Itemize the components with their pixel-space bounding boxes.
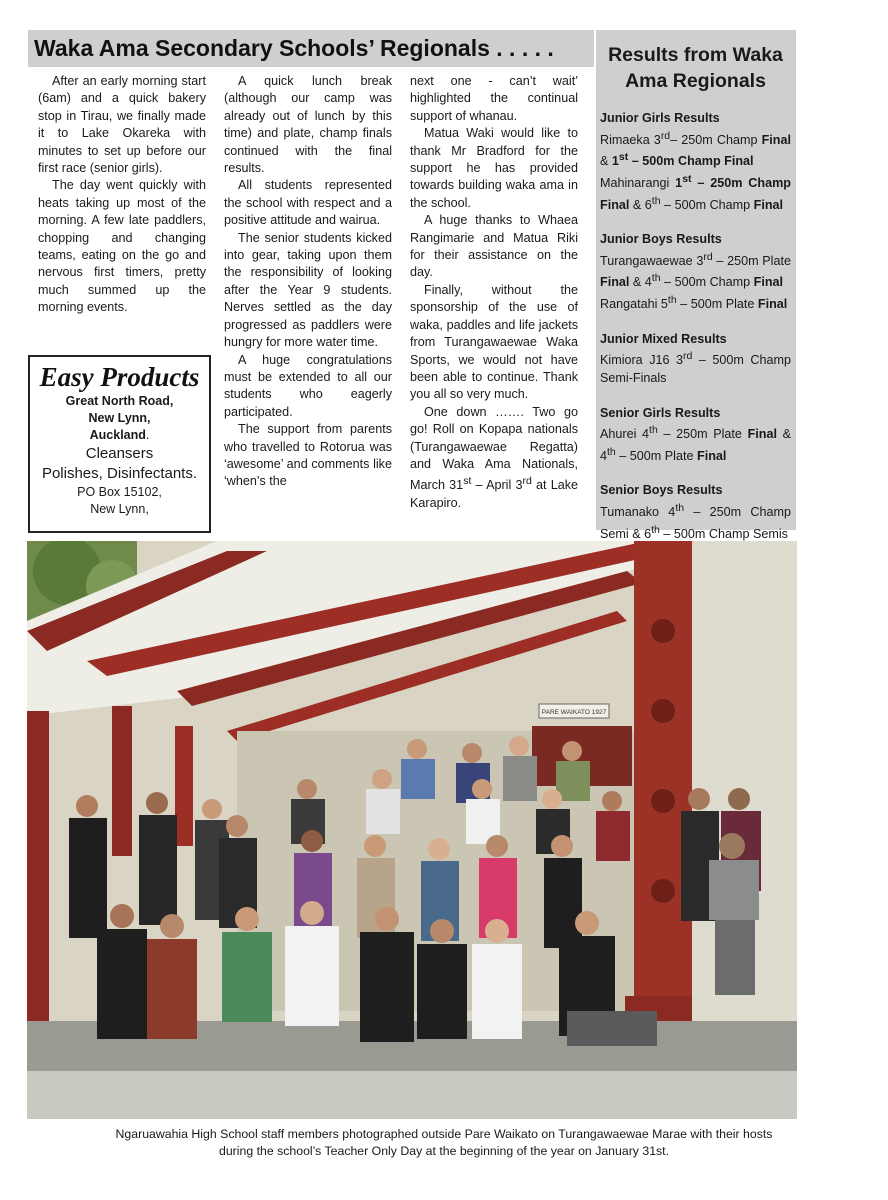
ad-title: Easy Products <box>39 362 200 392</box>
article-paragraph: The senior students kicked into gear, taking upon them the responsibility of looking after the Year 9 students. Nerves settled as the day progressed as paddlers were hungry for more water time. <box>224 230 392 350</box>
headline-bar <box>28 30 594 67</box>
marae-group-illustration <box>27 541 797 1119</box>
article-paragraph: The support from parents who travelled to Rotorua was ‘awesome’ and comments like ‘when’s the <box>224 422 392 489</box>
article-paragraph: A quick lunch break (although our camp was already out of lunch by this time) and plate, champ finals continued with the final results. <box>224 74 392 176</box>
article-paragraph-continued: next one - can’t wait’ highlighted the continual support of whanau. <box>410 74 578 123</box>
ad-product-line: Cleansers <box>85 445 154 462</box>
result-line: Ahurei 4th – 250m Plate Final & 4th – 500m Plate Final <box>600 424 791 463</box>
article-column-2 <box>224 73 392 491</box>
photo-caption <box>40 1126 848 1160</box>
result-line: Tumanako 4th – 250m Champ Semi & 6th – 500m Champ Semis <box>600 501 791 541</box>
result-line: Kimiora J16 3rd – 500m Champ Semi-Finals <box>600 350 791 385</box>
article-paragraph: All students represented the school with respect and a positive attitude and wairua. <box>224 178 392 228</box>
article-paragraph: A huge thanks to Whaea Rangimarie and Matua Riki for their assistance on the day. <box>410 213 578 280</box>
results-heading: Junior Mixed Results <box>600 331 727 346</box>
result-line: Rimaeka 3rd– 250m Champ Final & 1st – 500m Champ Final <box>600 129 791 169</box>
result-line: Rangatahi 5th – 500m Plate Final <box>600 294 788 312</box>
result-line: Mahinarangi 1st – 250m Champ Final & 6th – 500m Champ Final <box>600 172 791 212</box>
article-paragraph: The day went quickly with heats taking up most of the morning. A few late paddlers, chopping and changing teams, eating on the go and nervous first timers, pretty much summed up the morning events. <box>38 178 206 315</box>
article-paragraph: Finally, without the sponsorship of the use of waka, paddles and life jackets from Turangawaewae Waka Sports, we would not have been able to continue. Thank you all so very much. <box>410 282 578 402</box>
marae-sign-text: PARE WAIKATO 1927 <box>541 709 607 716</box>
caption-line: during the school’s Teacher Only Day at the beginning of the year on January 31st. <box>218 1144 670 1158</box>
ad-po-box: New Lynn, <box>90 502 149 516</box>
ad-product-line: Polishes, Disinfectants. <box>41 465 198 482</box>
article-paragraph: Matua Waki would like to thank Mr Bradford for the support he has provided towards building waka ama in the school. <box>410 126 578 210</box>
article-closing-paragraph: One down ……. Two go go! Roll on Kopapa nationals (Turangawaewae Regatta) and Waka Ama Nationals, March 31st – April 3rd at Lake Karapiro. <box>410 404 579 510</box>
junior-girls-results <box>600 110 791 214</box>
caption-line: Ngaruawahia High School staff members photographed outside Pare Waikato on Turangawaewae Marae with their hosts <box>115 1127 773 1141</box>
ad-address-line: New Lynn, <box>88 411 151 425</box>
ad-address-line: Auckland. <box>89 428 150 442</box>
article-paragraph: A huge congratulations must be extended to all our students who eagerly participated. <box>224 352 392 419</box>
results-heading: Junior Girls Results <box>600 111 720 125</box>
carved-pou <box>634 541 692 1001</box>
group-photo <box>27 541 797 1119</box>
article-headline: Waka Ama Secondary Schools’ Regionals . . . . . <box>34 35 554 61</box>
junior-mixed-results <box>600 331 791 388</box>
ad-address-line: Great North Road, <box>65 394 174 408</box>
results-heading: Senior Boys Results <box>600 483 723 498</box>
ad-po-box: PO Box 15102, <box>77 485 162 499</box>
article-paragraph: After an early morning start (6am) and a quick bakery stop in Tirau, we finally made it to Lake Okareka with minutes to set up before our first race (senior girls). <box>38 74 206 176</box>
easy-products-ad <box>28 355 211 533</box>
results-heading: Junior Boys Results <box>600 232 722 247</box>
junior-boys-results <box>600 231 791 314</box>
results-sidebar <box>596 30 796 541</box>
senior-girls-results <box>600 405 791 466</box>
article-column-1 <box>38 73 206 317</box>
results-title: Results from Waka Ama Regionals <box>608 44 783 92</box>
results-heading: Senior Girls Results <box>600 405 721 420</box>
senior-boys-results <box>600 482 791 543</box>
article-column-3 <box>410 73 578 512</box>
result-line: Turangawaewae 3rd – 250m Plate Final & 4th – 500m Champ Final <box>600 250 791 290</box>
